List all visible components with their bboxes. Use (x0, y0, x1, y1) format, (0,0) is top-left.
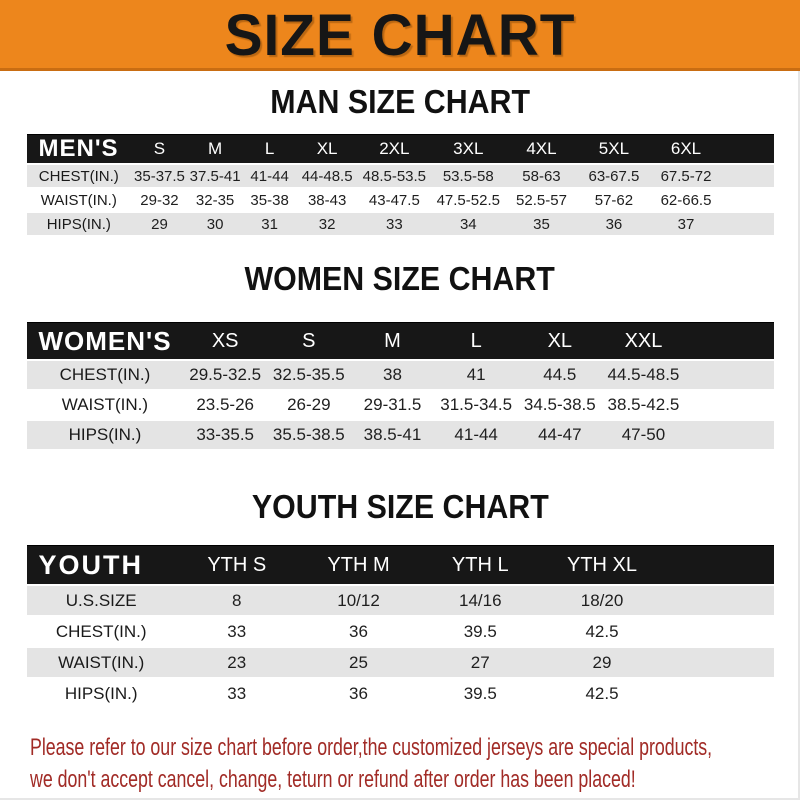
value-cell: 39.5 (419, 617, 541, 648)
value-cell: 33-35.5 (183, 421, 267, 451)
spacer-cell (685, 421, 773, 451)
spacer-cell (663, 545, 774, 586)
men-size-column-header: 6XL (650, 134, 722, 165)
disclaimer (30, 732, 800, 796)
value-cell: 57-62 (578, 189, 650, 213)
men-size-column-header: XL (297, 134, 358, 165)
value-cell: 42.5 (541, 617, 663, 648)
spacer-cell (722, 165, 774, 189)
men-size-column-header: 5XL (578, 134, 650, 165)
spacer-cell (663, 648, 774, 679)
youth-table-header-row (27, 545, 774, 586)
value-cell: 39.5 (419, 679, 541, 710)
women-chest-row (27, 361, 774, 391)
women-size-column-header: L (434, 322, 518, 361)
value-cell: 34 (431, 213, 505, 237)
women-hips-row (27, 421, 774, 451)
men-size-column-header: 4XL (505, 134, 577, 165)
row-label-cell: WAIST(IN.) (27, 391, 184, 421)
value-cell: 42.5 (541, 679, 663, 710)
value-cell: 36 (578, 213, 650, 237)
men-section-heading-text: MAN SIZE CHART (270, 83, 530, 120)
value-cell: 36 (298, 617, 420, 648)
value-cell: 14/16 (419, 586, 541, 617)
value-cell: 44.5-48.5 (602, 361, 686, 391)
value-cell: 33 (176, 679, 298, 710)
women-section-heading (0, 262, 800, 296)
value-cell: 32-35 (188, 189, 243, 213)
value-cell: 44.5 (518, 361, 602, 391)
spacer-cell (663, 679, 774, 710)
value-cell: 29 (131, 213, 188, 237)
row-label-cell: CHEST(IN.) (27, 165, 132, 189)
women-table-corner-label: WOMEN'S (27, 322, 184, 361)
women-size-table (27, 322, 774, 451)
value-cell: 33 (176, 617, 298, 648)
value-cell: 63-67.5 (578, 165, 650, 189)
value-cell: 8 (176, 586, 298, 617)
disclaimer-line-2: we don't accept cancel, change, teturn or refund after order has been placed! (30, 766, 636, 793)
youth-waist-row (27, 648, 774, 679)
spacer-cell (722, 189, 774, 213)
value-cell: 53.5-58 (431, 165, 505, 189)
value-cell: 33 (357, 213, 431, 237)
spacer-cell (663, 617, 774, 648)
youth-size-table (27, 545, 774, 710)
youth-section-heading (0, 490, 800, 524)
men-size-column-header: 3XL (431, 134, 505, 165)
spacer-cell (685, 361, 773, 391)
women-table-header-row (27, 322, 774, 361)
value-cell: 44-48.5 (297, 165, 358, 189)
value-cell: 41 (434, 361, 518, 391)
value-cell: 38-43 (297, 189, 358, 213)
value-cell: 31.5-34.5 (434, 391, 518, 421)
value-cell: 47-50 (602, 421, 686, 451)
men-table-corner-label: MEN'S (27, 134, 132, 165)
value-cell: 48.5-53.5 (357, 165, 431, 189)
men-size-column-header: S (131, 134, 188, 165)
men-chest-row (27, 165, 774, 189)
youth-hips-row (27, 679, 774, 710)
row-label-cell: HIPS(IN.) (27, 421, 184, 451)
value-cell: 67.5-72 (650, 165, 722, 189)
youth-size-column-header: YTH M (298, 545, 420, 586)
men-size-column-header: 2XL (357, 134, 431, 165)
value-cell: 23 (176, 648, 298, 679)
men-hips-row (27, 213, 774, 237)
value-cell: 32 (297, 213, 358, 237)
row-label-cell: HIPS(IN.) (27, 213, 132, 237)
value-cell: 29.5-32.5 (183, 361, 267, 391)
men-waist-row (27, 189, 774, 213)
spacer-cell (685, 391, 773, 421)
value-cell: 35-37.5 (131, 165, 188, 189)
value-cell: 18/20 (541, 586, 663, 617)
row-label-cell: HIPS(IN.) (27, 679, 176, 710)
value-cell: 35-38 (242, 189, 297, 213)
youth-section-heading-text: YOUTH SIZE CHART (251, 488, 549, 525)
row-label-cell: WAIST(IN.) (27, 648, 176, 679)
youth-size-column-header: YTH L (419, 545, 541, 586)
men-table-header-row (27, 134, 774, 165)
value-cell: 37.5-41 (188, 165, 243, 189)
row-label-cell: WAIST(IN.) (27, 189, 132, 213)
value-cell: 23.5-26 (183, 391, 267, 421)
women-waist-row (27, 391, 774, 421)
value-cell: 29-31.5 (351, 391, 435, 421)
women-size-column-header: XXL (602, 322, 686, 361)
value-cell: 10/12 (298, 586, 420, 617)
value-cell: 44-47 (518, 421, 602, 451)
value-cell: 30 (188, 213, 243, 237)
women-size-column-header: M (351, 322, 435, 361)
value-cell: 29 (541, 648, 663, 679)
spacer-cell (722, 213, 774, 237)
men-section-heading (0, 85, 800, 119)
women-size-column-header: S (267, 322, 351, 361)
spacer-cell (663, 586, 774, 617)
value-cell: 43-47.5 (357, 189, 431, 213)
spacer-cell (685, 322, 773, 361)
youth-size-column-header: YTH S (176, 545, 298, 586)
value-cell: 47.5-52.5 (431, 189, 505, 213)
men-size-table (27, 134, 774, 237)
women-section-heading-text: WOMEN SIZE CHART (244, 260, 556, 297)
women-size-column-header: XS (183, 322, 267, 361)
value-cell: 35.5-38.5 (267, 421, 351, 451)
youth-table-corner-label: YOUTH (27, 545, 176, 586)
banner (0, 0, 800, 71)
value-cell: 26-29 (267, 391, 351, 421)
men-size-column-header: M (188, 134, 243, 165)
women-size-column-header: XL (518, 322, 602, 361)
value-cell: 62-66.5 (650, 189, 722, 213)
row-label-cell: CHEST(IN.) (27, 361, 184, 391)
disclaimer-line-1: Please refer to our size chart before order,the customized jerseys are special products, (30, 734, 713, 761)
value-cell: 38 (351, 361, 435, 391)
youth-size-column-header: YTH XL (541, 545, 663, 586)
value-cell: 52.5-57 (505, 189, 577, 213)
page-title: SIZE CHART (224, 3, 576, 68)
row-label-cell: U.S.SIZE (27, 586, 176, 617)
value-cell: 27 (419, 648, 541, 679)
value-cell: 35 (505, 213, 577, 237)
value-cell: 25 (298, 648, 420, 679)
value-cell: 41-44 (434, 421, 518, 451)
youth-ussize-row (27, 586, 774, 617)
men-size-column-header: L (242, 134, 297, 165)
row-label-cell: CHEST(IN.) (27, 617, 176, 648)
value-cell: 38.5-41 (351, 421, 435, 451)
value-cell: 31 (242, 213, 297, 237)
value-cell: 38.5-42.5 (602, 391, 686, 421)
value-cell: 37 (650, 213, 722, 237)
value-cell: 29-32 (131, 189, 188, 213)
youth-chest-row (27, 617, 774, 648)
value-cell: 34.5-38.5 (518, 391, 602, 421)
value-cell: 36 (298, 679, 420, 710)
value-cell: 41-44 (242, 165, 297, 189)
spacer-cell (722, 134, 774, 165)
value-cell: 32.5-35.5 (267, 361, 351, 391)
value-cell: 58-63 (505, 165, 577, 189)
